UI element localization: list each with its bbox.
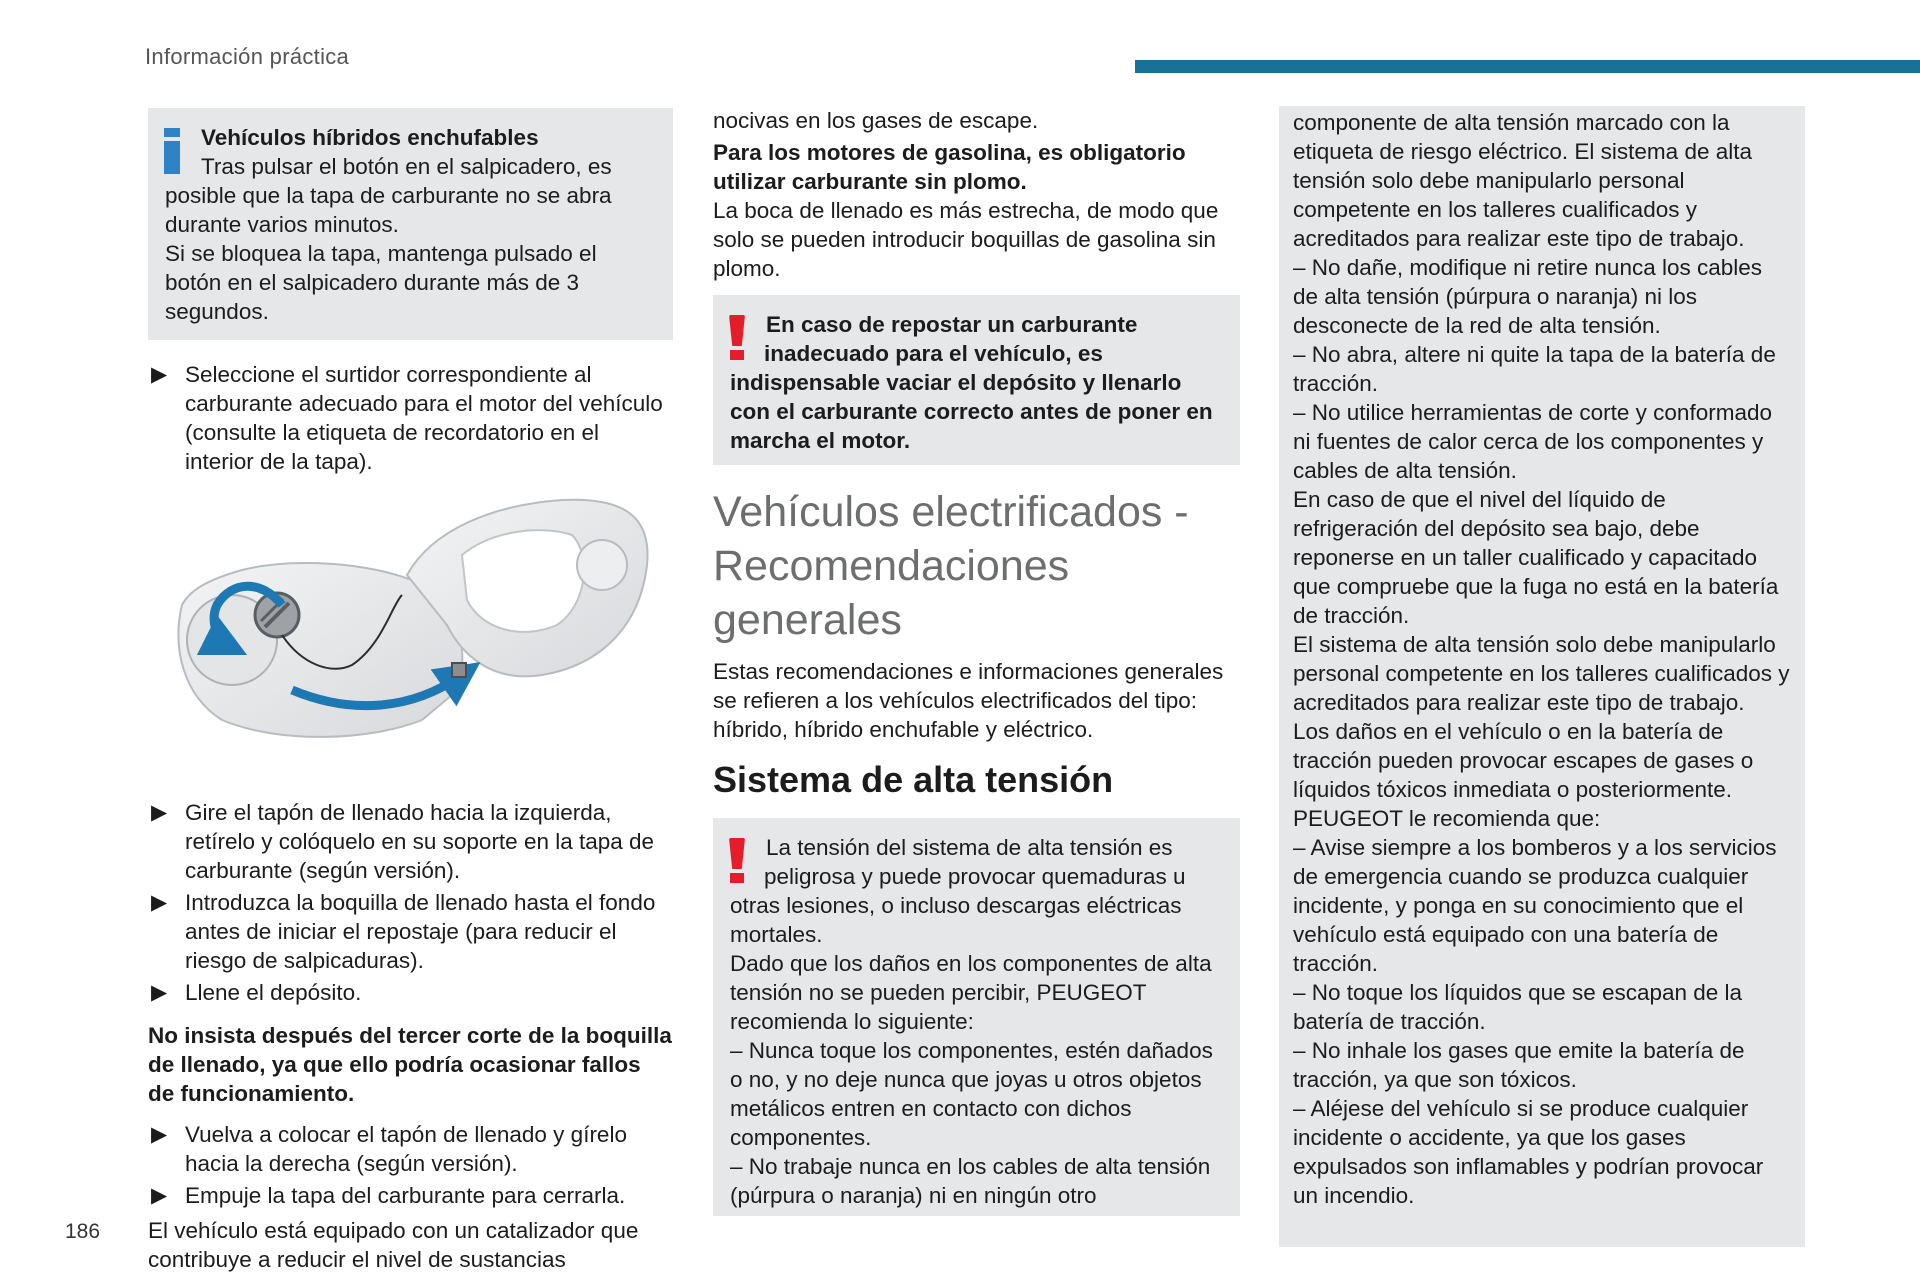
- page-header-title: Información práctica: [145, 44, 350, 69]
- list-item: ▶ Gire el tapón de llenado hacia la izquierda, retírelo y colóquelo en su soporte en la tapa de carburante (según versión).: [151, 800, 655, 883]
- warning-line1: En caso de repostar un carburante: [766, 312, 1138, 337]
- hv-paragraph: – No inhale los gases que emite la batería de tracción, ya que son tóxicos.: [1293, 1038, 1745, 1092]
- column-3: [1279, 106, 1805, 1247]
- bullet-arrow-icon: ▶: [151, 801, 168, 824]
- info-box-plugin-hybrid: [148, 108, 673, 340]
- info-icon: [163, 128, 181, 174]
- bullet-arrow-icon: ▶: [151, 891, 168, 914]
- header-accent-bar: [1135, 60, 1920, 73]
- hv-warning-para4: – No trabaje nunca en los cables de alta tensión (púrpura o naranja) ni en ningún otro: [730, 1154, 1211, 1208]
- bullet-arrow-icon: ▶: [151, 981, 168, 1004]
- list-item: ▶ Llene el depósito.: [151, 980, 362, 1005]
- hv-paragraph: – No utilice herramientas de corte y conformado ni fuentes de calor cerca de los componentes y cables de alta tensión.: [1293, 400, 1772, 483]
- paragraph-continuation: nocivas en los gases de escape.: [713, 108, 1039, 133]
- page-number: 186: [65, 1220, 101, 1243]
- section-title: Vehículos electrificados - Recomendaciones generales: [713, 488, 1189, 644]
- column-2: [713, 106, 1240, 1236]
- bullet-arrow-icon: ▶: [151, 1123, 168, 1146]
- subsection-title: Sistema de alta tensión: [713, 759, 1114, 800]
- info-box-line1: Tras pulsar el botón en el salpicadero, es: [201, 154, 612, 179]
- bullet-arrow-icon: ▶: [151, 363, 168, 386]
- warning-box-high-voltage: [713, 818, 1240, 1216]
- hv-paragraph: El sistema de alta tensión solo debe manipularlo personal competente en los talleres cualificados y acreditados para realizar este tipo de trabajo.: [1293, 632, 1790, 715]
- hv-paragraph: Los daños en el vehículo o en la batería de tracción pueden provocar escapes de gases o líquidos tóxicos inmediata o posteriormente.: [1293, 719, 1754, 802]
- high-voltage-continued-box: [1279, 106, 1805, 1247]
- hv-warning-para2: Dado que los daños en los componentes de alta tensión no se pueden percibir, PEUGEOT recomienda lo siguiente:: [730, 951, 1212, 1034]
- filler-neck-paragraph: La boca de llenado es más estrecha, de modo que solo se pueden introducir boquillas de gasolina sin plomo.: [713, 198, 1219, 281]
- section-intro: Estas recomendaciones e informaciones generales se refieren a los vehículos electrificados del tipo: híbrido, híbrido enchufable y eléctrico.: [713, 659, 1224, 742]
- info-box-line3: Si se bloquea la tapa, mantenga pulsado el botón en el salpicadero durante más de 3 segundos.: [165, 241, 597, 324]
- hv-warning-line2: peligrosa y puede provocar quemaduras u otras lesiones, o incluso descargas eléctricas mortales.: [730, 864, 1186, 947]
- list-item: ▶ Vuelva a colocar el tapón de llenado y gírelo hacia la derecha (según versión).: [151, 1122, 627, 1176]
- warning-rest: inadecuado para el vehículo, es indispensable vaciar el depósito y llenarlo con el carburante correcto antes de poner en marcha el motor.: [730, 341, 1213, 453]
- hv-paragraph: PEUGEOT le recomienda que:: [1293, 806, 1601, 831]
- warning-icon: [729, 838, 745, 884]
- catalyst-paragraph: El vehículo está equipado con un catalizador que contribuye a reducir el nivel de sustancias: [148, 1218, 639, 1272]
- hv-paragraph: – Aléjese del vehículo si se produce cualquier incidente o accidente, ya que los gases expulsados son inflamables y podrían provocar un incendio.: [1293, 1096, 1764, 1208]
- hv-warning-line1: La tensión del sistema de alta tensión es: [766, 835, 1173, 860]
- warning-box-wrong-fuel: [713, 295, 1240, 465]
- list-item: ▶ Introduzca la boquilla de llenado hasta el fondo antes de iniciar el repostaje (para reducir el riesgo de salpicaduras).: [151, 890, 656, 973]
- unleaded-note: Para los motores de gasolina, es obligatorio utilizar carburante sin plomo.: [713, 140, 1186, 194]
- info-box-line2: posible que la tapa de carburante no se abra durante varios minutos.: [165, 183, 612, 237]
- hv-paragraph: En caso de que el nivel del líquido de refrigeración del depósito sea bajo, debe reponerse en un taller cualificado y capacitado que compruebe que la fuga no está en la batería de tracción.: [1293, 487, 1779, 628]
- bold-note: No insista después del tercer corte de la boquilla de llenado, ya que ello podría ocasionar fallos de funcionamiento.: [148, 1023, 672, 1106]
- hv-paragraph: componente de alta tensión marcado con la etiqueta de riesgo eléctrico. El sistema de alta tensión solo debe manipularlo personal competente en los talleres cualificados y acreditados para realizar este tipo de trabajo.: [1293, 110, 1752, 251]
- list-item: ▶ Seleccione el surtidor correspondiente al carburante adecuado para el motor del vehículo (consulte la etiqueta de recordatorio en el interior de la tapa).: [151, 362, 663, 474]
- warning-icon: [729, 315, 745, 361]
- bullet-arrow-icon: ▶: [151, 1184, 168, 1207]
- hv-paragraph: – No abra, altere ni quite la tapa de la batería de tracción.: [1293, 342, 1776, 396]
- info-box-title: Vehículos híbridos enchufables: [201, 125, 539, 150]
- hv-paragraph: – No toque los líquidos que se escapan de la batería de tracción.: [1293, 980, 1743, 1034]
- column-1: [148, 108, 673, 1282]
- fuel-cap-illustration: [162, 495, 662, 775]
- hv-paragraph: – Avise siempre a los bomberos y a los servicios de emergencia cuando se produzca cualquier incidente, y ponga en su conocimiento que el vehículo está equipado con una batería de tracción.: [1293, 835, 1777, 976]
- hv-paragraph: – No dañe, modifique ni retire nunca los cables de alta tensión (púrpura o naranja) ni los desconecte de la red de alta tensión.: [1293, 255, 1763, 338]
- list-item: ▶ Empuje la tapa del carburante para cerrarla.: [151, 1183, 626, 1208]
- hv-warning-para3: – Nunca toque los componentes, estén dañados o no, y no deje nunca que joyas u otros objetos metálicos entren en contacto con dichos componentes.: [730, 1038, 1213, 1150]
